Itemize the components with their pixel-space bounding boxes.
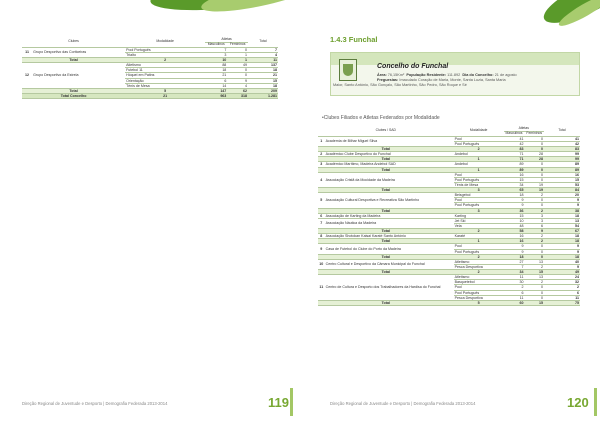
male-athletes: 7 bbox=[205, 47, 227, 52]
total-athletes: 16 bbox=[544, 172, 580, 177]
footer-text: Direção Regional de Juventude e Desporto | Demografia Federada 2013-2014 bbox=[22, 401, 168, 406]
male-athletes: 18 bbox=[205, 68, 227, 73]
total-athletes: 40 bbox=[544, 259, 580, 264]
modality: Orientação bbox=[125, 78, 205, 83]
modalities-count: 2 bbox=[454, 270, 504, 275]
club-number: 11 bbox=[318, 275, 325, 301]
female-athletes: 0 bbox=[525, 147, 545, 152]
male-athletes: 18 bbox=[504, 254, 525, 259]
female-athletes: 0 bbox=[227, 73, 248, 78]
modalities-count: 2 bbox=[125, 58, 205, 63]
female-athletes: 1 bbox=[227, 52, 248, 57]
total-athletes: 18 bbox=[544, 234, 580, 239]
page-edge-bar bbox=[290, 388, 293, 416]
total-athletes: 9 bbox=[544, 264, 580, 269]
modality: Pool bbox=[454, 136, 504, 141]
female-athletes: 28 bbox=[525, 152, 545, 157]
modality: Pesca Desportiva bbox=[454, 295, 504, 300]
female-athletes: 1 bbox=[227, 58, 248, 63]
table-row bbox=[318, 259, 580, 264]
female-athletes: 0 bbox=[525, 198, 545, 203]
total-label: Total bbox=[318, 188, 454, 193]
total-athletes: 38 bbox=[544, 208, 580, 213]
male-athletes: 89 bbox=[504, 162, 525, 167]
female-athletes: 13 bbox=[525, 259, 545, 264]
total-row bbox=[318, 300, 580, 305]
col-modalidade: Modalidade bbox=[125, 38, 205, 47]
male-athletes: 14 bbox=[205, 83, 227, 88]
club-name: Associação Cultural Desportiva e Recreativa São Martinho bbox=[325, 193, 454, 208]
male-athletes: 6 bbox=[504, 290, 525, 295]
male-athletes: 9 bbox=[504, 203, 525, 208]
modality: Atletismo bbox=[125, 63, 205, 68]
male-athletes: 42 bbox=[504, 141, 525, 146]
total-athletes: 18 bbox=[248, 68, 278, 73]
total-athletes: 9 bbox=[544, 249, 580, 254]
total-athletes: 18 bbox=[544, 254, 580, 259]
male-athletes: 58 bbox=[504, 229, 525, 234]
total-label: Total bbox=[318, 167, 454, 172]
modality: Karaté bbox=[454, 234, 504, 239]
total-athletes: 84 bbox=[544, 188, 580, 193]
male-athletes: 2 bbox=[504, 285, 525, 290]
club-name: Grupo Desportivo das Corticeiras bbox=[32, 47, 125, 57]
total-athletes: 18 bbox=[544, 239, 580, 244]
col-femininos: Femininos bbox=[526, 130, 543, 135]
modality: Vela bbox=[454, 223, 504, 228]
parishes-label: Freguesias: bbox=[377, 78, 399, 82]
modality: Pool Português bbox=[454, 177, 504, 182]
modalities-count: 1 bbox=[454, 239, 504, 244]
modality: Pool bbox=[454, 244, 504, 249]
modality: Karting bbox=[454, 213, 504, 218]
male-athletes: 36 bbox=[504, 208, 525, 213]
modality: Pool bbox=[454, 172, 504, 177]
area-value: 76,15Km² bbox=[387, 73, 405, 77]
modality: Pool Português bbox=[454, 290, 504, 295]
female-athletes: 9 bbox=[525, 229, 545, 234]
male-athletes: 147 bbox=[205, 88, 227, 93]
male-athletes: 48 bbox=[504, 223, 525, 228]
club-number: 2 bbox=[318, 152, 325, 157]
total-athletes: 1.281 bbox=[248, 93, 278, 98]
male-athletes: 18 bbox=[504, 193, 525, 198]
club-name: Grupo Desportivo da Estrela bbox=[32, 63, 125, 89]
decorative-swoosh bbox=[199, 0, 300, 18]
clubs-table-left bbox=[22, 38, 278, 99]
female-athletes: 49 bbox=[227, 63, 248, 68]
modalities-count: 3 bbox=[454, 208, 504, 213]
col-masculinos: Masculinos bbox=[205, 42, 227, 47]
total-athletes: 89 bbox=[544, 162, 580, 167]
municipality-title: Concelho do Funchal bbox=[377, 63, 449, 70]
total-label: Total bbox=[318, 254, 454, 259]
municipality-box bbox=[330, 52, 580, 96]
female-athletes: 0 bbox=[525, 136, 545, 141]
female-athletes: 6 bbox=[525, 223, 545, 228]
total-athletes: 18 bbox=[248, 83, 278, 88]
parishes-line-1 bbox=[377, 78, 506, 82]
total-label: Total bbox=[318, 208, 454, 213]
club-number: 7 bbox=[318, 218, 325, 228]
total-athletes: 11 bbox=[248, 58, 278, 63]
female-athletes: 9 bbox=[227, 78, 248, 83]
club-number: 12 bbox=[22, 63, 32, 89]
modality: Beisgebol bbox=[454, 193, 504, 198]
female-athletes: 0 bbox=[525, 254, 545, 259]
total-label: Total bbox=[318, 300, 454, 305]
parishes-value-1: Imaculado Coração de Maria, Monte, Santa Luzia, Santa Maria bbox=[399, 78, 506, 82]
female-athletes: 15 bbox=[525, 270, 545, 275]
male-athletes: 27 bbox=[504, 259, 525, 264]
total-athletes: 53 bbox=[544, 182, 580, 187]
modality: Ténis de Mesa bbox=[125, 83, 205, 88]
total-label: Total bbox=[318, 229, 454, 234]
modalities-count: 2 bbox=[454, 254, 504, 259]
male-athletes: 10 bbox=[504, 218, 525, 223]
total-athletes: 21 bbox=[248, 73, 278, 78]
female-athletes: 0 bbox=[525, 290, 545, 295]
total-athletes: 9 bbox=[544, 244, 580, 249]
table-row bbox=[318, 136, 580, 141]
modality: Pool Português bbox=[454, 203, 504, 208]
population-value: 111.892 bbox=[447, 73, 461, 77]
total-athletes: 18 bbox=[544, 213, 580, 218]
page-edge-bar bbox=[594, 388, 597, 416]
total-athletes: 137 bbox=[248, 63, 278, 68]
modalities-count: 5 bbox=[125, 88, 205, 93]
club-name: Associação de Karting da Madeira bbox=[325, 213, 454, 218]
total-athletes: 49 bbox=[544, 270, 580, 275]
female-athletes: 0 bbox=[525, 172, 545, 177]
total-label: Total bbox=[318, 239, 454, 244]
male-athletes: 16 bbox=[504, 239, 525, 244]
total-athletes: 67 bbox=[544, 229, 580, 234]
col-masculinos: Masculinos bbox=[505, 130, 523, 135]
male-athletes: 34 bbox=[504, 182, 525, 187]
total-athletes: 75 bbox=[544, 300, 580, 305]
population-label: População Residente: bbox=[406, 73, 447, 77]
male-athletes: 65 bbox=[504, 188, 525, 193]
col-clubes: Clubes bbox=[22, 38, 125, 47]
male-athletes: 71 bbox=[504, 157, 525, 162]
club-number: 5 bbox=[318, 193, 325, 208]
total-athletes: 32 bbox=[544, 280, 580, 285]
municipality-stats bbox=[377, 73, 517, 77]
total-athletes: 89 bbox=[544, 167, 580, 172]
total-athletes: 7 bbox=[248, 47, 278, 52]
female-athletes: 2 bbox=[525, 234, 545, 239]
female-athletes: 28 bbox=[525, 157, 545, 162]
club-number: 9 bbox=[318, 244, 325, 254]
female-athletes: 318 bbox=[227, 93, 248, 98]
clubs-table-right bbox=[318, 127, 580, 306]
female-athletes: 2 bbox=[525, 208, 545, 213]
club-name: Associação Shotokan Kaisai Karaté Santo António bbox=[325, 234, 454, 239]
male-athletes: 6 bbox=[205, 78, 227, 83]
modality: Jet Ski bbox=[454, 218, 504, 223]
col-atletas: Atletas bbox=[205, 38, 248, 42]
male-athletes: 9 bbox=[504, 249, 525, 254]
page-number: 119 bbox=[268, 395, 289, 410]
female-athletes: 0 bbox=[525, 162, 545, 167]
female-athletes: 13 bbox=[525, 275, 545, 280]
area-label: Área: bbox=[377, 73, 387, 77]
coat-of-arms-icon bbox=[339, 59, 357, 81]
modality: Futebol 11 bbox=[125, 68, 205, 73]
total-athletes: 54 bbox=[544, 223, 580, 228]
col-femininos: Femininos bbox=[227, 42, 248, 47]
col-total: Total bbox=[248, 38, 278, 47]
total-label: Total Concelho bbox=[22, 93, 125, 98]
total-label: Total bbox=[318, 147, 454, 152]
club-name: Associação Cristã da Mocidade da Madeira bbox=[325, 172, 454, 187]
male-athletes: 16 bbox=[504, 172, 525, 177]
modality: Atletismo bbox=[454, 275, 504, 280]
male-athletes: 7 bbox=[504, 264, 525, 269]
female-athletes: 0 bbox=[525, 249, 545, 254]
modality: Pool Português bbox=[454, 249, 504, 254]
club-number: 8 bbox=[318, 234, 325, 239]
table-row bbox=[318, 244, 580, 249]
section-title: 1.4.3 Funchal bbox=[330, 35, 378, 44]
club-name: Academia de Bilhar Miguel Silva bbox=[325, 136, 454, 146]
col-atletas: Atletas bbox=[504, 127, 544, 131]
modality: Pool Português bbox=[125, 47, 205, 52]
female-athletes: 0 bbox=[525, 167, 545, 172]
female-athletes: 2 bbox=[525, 239, 545, 244]
modality: Atletismo bbox=[454, 259, 504, 264]
modalities-count: 5 bbox=[454, 300, 504, 305]
female-athletes: 0 bbox=[227, 68, 248, 73]
total-athletes: 11 bbox=[544, 295, 580, 300]
club-number: 11 bbox=[22, 47, 32, 57]
table-row bbox=[318, 172, 580, 177]
total-athletes: 6 bbox=[544, 290, 580, 295]
male-athletes: 60 bbox=[504, 300, 525, 305]
male-athletes: 11 bbox=[504, 275, 525, 280]
male-athletes: 21 bbox=[205, 73, 227, 78]
female-athletes: 19 bbox=[525, 188, 545, 193]
male-athletes: 10 bbox=[205, 58, 227, 63]
female-athletes: 4 bbox=[227, 83, 248, 88]
total-athletes: 9 bbox=[544, 203, 580, 208]
modality: Andebol bbox=[454, 162, 504, 167]
female-athletes: 0 bbox=[525, 244, 545, 249]
subheading-text: Clubes Filiados e Atletas Federados por Modalidade bbox=[323, 115, 440, 121]
table-row bbox=[318, 193, 580, 198]
female-athletes: 3 bbox=[525, 213, 545, 218]
male-athletes: 11 bbox=[504, 295, 525, 300]
modalities-count: 3 bbox=[454, 188, 504, 193]
table-row bbox=[318, 218, 580, 223]
male-athletes: 15 bbox=[504, 177, 525, 182]
male-athletes: 89 bbox=[504, 167, 525, 172]
total-athletes: 20 bbox=[544, 193, 580, 198]
total-label: Total bbox=[318, 270, 454, 275]
modality: Pool bbox=[454, 285, 504, 290]
club-name: Centro de Cultura e Desporto dos Trabalhadores da Hardisa do Funchal bbox=[325, 275, 454, 301]
male-athletes: 71 bbox=[504, 152, 525, 157]
club-number: 1 bbox=[318, 136, 325, 146]
day-label: Dia do Concelho: bbox=[462, 73, 494, 77]
total-athletes: 83 bbox=[544, 147, 580, 152]
col-clubes-sad: Clubes / SAD bbox=[318, 127, 454, 136]
total-athletes: 2 bbox=[544, 285, 580, 290]
female-athletes: 62 bbox=[227, 88, 248, 93]
table-row bbox=[318, 275, 580, 280]
female-athletes: 0 bbox=[227, 47, 248, 52]
club-name: Académico Marítimo, Madeira Andebol SAD bbox=[325, 162, 454, 167]
male-athletes: 963 bbox=[205, 93, 227, 98]
modalities-count: 21 bbox=[125, 93, 205, 98]
total-athletes: 42 bbox=[544, 141, 580, 146]
total-label: Total bbox=[22, 58, 125, 63]
modality: Pool Português bbox=[454, 141, 504, 146]
total-athletes: 13 bbox=[544, 218, 580, 223]
day-value: 21 de agosto bbox=[494, 73, 517, 77]
club-number: 6 bbox=[318, 213, 325, 218]
female-athletes: 19 bbox=[525, 182, 545, 187]
male-athletes: 16 bbox=[504, 234, 525, 239]
female-athletes: 3 bbox=[525, 218, 545, 223]
modalities-count: 1 bbox=[454, 157, 504, 162]
total-label: Total bbox=[318, 157, 454, 162]
club-number: 3 bbox=[318, 162, 325, 167]
col-total: Total bbox=[544, 127, 580, 136]
table-subheading: •Clubes Filiados e Atletas Federados por Modalidade bbox=[322, 115, 440, 121]
male-athletes: 9 bbox=[504, 198, 525, 203]
club-name: Casa de Futebol do Clube do Porto da Madeira bbox=[325, 244, 454, 254]
modality: Pool bbox=[454, 198, 504, 203]
female-athletes: 0 bbox=[525, 295, 545, 300]
total-label: Total bbox=[22, 88, 125, 93]
grand-total-row bbox=[22, 93, 278, 98]
male-athletes: 34 bbox=[504, 270, 525, 275]
club-name: Centro Cultural e Desportivo da Câmara Municipal do Funchal bbox=[325, 259, 454, 269]
modality: Pesca Desportiva bbox=[454, 264, 504, 269]
male-athletes: 3 bbox=[205, 52, 227, 57]
club-number: 10 bbox=[318, 259, 325, 269]
total-athletes: 15 bbox=[544, 177, 580, 182]
modality: Trialto bbox=[125, 52, 205, 57]
club-name: Associação Náutica da Madeira bbox=[325, 218, 454, 228]
box-header-band bbox=[331, 53, 579, 65]
male-athletes: 83 bbox=[504, 147, 525, 152]
total-athletes: 15 bbox=[248, 78, 278, 83]
total-athletes: 9 bbox=[544, 198, 580, 203]
male-athletes: 15 bbox=[504, 213, 525, 218]
female-athletes: 15 bbox=[525, 300, 545, 305]
total-athletes: 4 bbox=[248, 52, 278, 57]
modalities-count: 1 bbox=[454, 167, 504, 172]
modality: Andebol bbox=[454, 152, 504, 157]
total-athletes: 209 bbox=[248, 88, 278, 93]
modalities-count: 2 bbox=[454, 147, 504, 152]
total-athletes: 99 bbox=[544, 157, 580, 162]
modality: Ténis de Mesa bbox=[454, 182, 504, 187]
total-athletes: 24 bbox=[544, 275, 580, 280]
total-athletes: 99 bbox=[544, 152, 580, 157]
female-athletes: 2 bbox=[525, 264, 545, 269]
page-number: 120 bbox=[567, 395, 589, 410]
club-number: 4 bbox=[318, 172, 325, 187]
modalities-count: 2 bbox=[454, 229, 504, 234]
male-athletes: 88 bbox=[205, 63, 227, 68]
female-athletes: 2 bbox=[525, 280, 545, 285]
total-athletes: 41 bbox=[544, 136, 580, 141]
footer-text: Direção Regional de Juventude e Desporto | Demografia Federada 2013-2014 bbox=[330, 401, 476, 406]
female-athletes: 0 bbox=[525, 203, 545, 208]
female-athletes: 0 bbox=[525, 285, 545, 290]
modality: Hóquei em Patins bbox=[125, 73, 205, 78]
female-athletes: 2 bbox=[525, 193, 545, 198]
modality: Basquetebol bbox=[454, 280, 504, 285]
female-athletes: 0 bbox=[525, 177, 545, 182]
parishes-line-2: Maior, Santo António, São Gonçalo, São Martinho, São Pedro, São Roque e Sé bbox=[333, 83, 467, 87]
female-athletes: 0 bbox=[525, 141, 545, 146]
col-modalidade: Modalidade bbox=[454, 127, 504, 136]
male-athletes: 9 bbox=[504, 244, 525, 249]
male-athletes: 30 bbox=[504, 280, 525, 285]
club-name: Académico Clube Desportivo do Funchal bbox=[325, 152, 454, 157]
male-athletes: 41 bbox=[504, 136, 525, 141]
